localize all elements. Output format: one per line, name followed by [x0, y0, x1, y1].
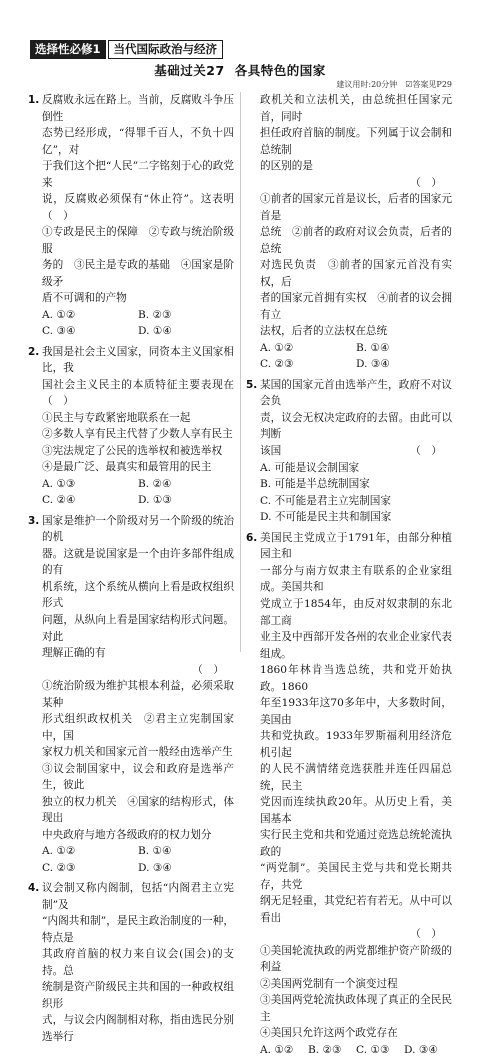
option-c[interactable]: C. 不可能是君主立宪制国家 — [260, 494, 391, 507]
option-a[interactable]: A. 可能是议会制国家 — [260, 461, 360, 474]
question-stem: 我国是社会主义国家，同资本主义国家相比，我 国社会主义民主的本质特征主要表现在（ ） ①民主与专政紧密地联系在一起 ②多数人享有民主代替了少数人享有民主 ③宪法规定了公民的选举权和被选举权 ④是最广泛、最真实和最管用的民主 — [42, 345, 234, 474]
option-b[interactable]: B. 可能是半总统制国家 — [260, 478, 370, 491]
option-a[interactable]: A. ①③ — [42, 477, 76, 490]
answer-row — [260, 340, 452, 357]
answer-row — [260, 356, 452, 373]
answer-reference: ☑答案见P29 — [405, 80, 452, 89]
lesson-number: 基础过关27 — [154, 63, 225, 78]
section-tags — [30, 40, 223, 59]
option-b[interactable]: B. ①④ — [138, 845, 172, 858]
option-d[interactable]: D. ③④ — [356, 358, 390, 371]
answer-blank: （ ） — [410, 445, 442, 458]
option-c[interactable]: C. ②④ — [42, 494, 76, 507]
question-stem: 议会制又称内阁制，包括“内阁君主立宪制”及 “内阁共和制”，是民主政治制度的一种，特点是 其政府首脑的权力来自议会(国会)的支持。总 统制是资产阶级民主共和国的一种政权组织形 式，与议会内阁制相对称，指由选民分别选举行 — [42, 882, 234, 1043]
option-c[interactable]: C. ②③ — [42, 861, 76, 874]
answer-row — [42, 860, 234, 877]
question-stem: 政机关和立法机关，由总统担任国家元首，同时 担任政府首脑的制度。下列属于议会制和总统制 的区别的是 （ ） ①前者的国家元首是议长，后者的国家元首是 总统 ②前者的政府对议会负责，后者的总统 对选民负责 ③前者的国家元首没有实权，后 者的国家元首拥有实权 ④前者的议会拥有立 法权，后者的立法权在总统 — [260, 94, 452, 338]
option-a[interactable]: A. ①② — [42, 308, 76, 321]
module-tag: 选择性必修1 — [30, 40, 106, 59]
time-suggestion: 建议用时:20分钟 — [336, 80, 398, 89]
option-b[interactable]: B. ②③ — [138, 308, 172, 321]
option-c[interactable]: C. ③④ — [42, 325, 76, 338]
question-stem: 某国的国家元首由选举产生，政府不对议会负 责，议会无权决定政府的去留。由此可以判断 该国 （ ） — [260, 377, 452, 460]
question-stem: 反腐败永远在路上。当前，反腐败斗争压倒性 态势已经形成，“得罪千百人，不负十四亿”，对 于我们这个把“人民”二字铭刻于心的政党来 说，反腐败必须保有“休止符”。这表明（ ） ①专政是民主的保障 ②专政与统治阶级服 务的 ③民主是专政的基础 ④国家是阶级矛 盾不可调和的产物 — [42, 94, 234, 305]
option-b[interactable]: B. ②④ — [138, 477, 172, 490]
question-number: 1. — [28, 94, 40, 106]
question-4-continued — [246, 92, 452, 373]
question-stem: 美国民主党成立于1791年，由部分种植园主和 一部分与南方奴隶主有联系的企业家组成。美国共和 党成立于1854年，由反对奴隶制的东北部工商 业主及中西部开发各州的农业企业家代表组成。 1860年林肯当选总统，共和党开始执政。1860 年至1933年这70多年中，大多数时间，美国由 共和党执政。1933年罗斯福利用经济危机引起 的人民不满情绪竞选获胜并连任四届总统，民主 党因而连续执政20年。从历史上看，美国基本 实行民主党和共和党通过竞选总统轮流执政的 “两党制”。美国民主党与共和党长期共存，共党 纲无足轻重，其党纪若有若无。从中可以看出 （ ） ①美国轮流执政的两党都维护资产阶级的利益 ②美国两党制有一个演变过程 ③美国两党轮流执政体现了真正的全民民主 ④美国只允许这两个政党存在 — [260, 531, 452, 1040]
meta-info — [336, 79, 452, 91]
answer-row — [42, 492, 234, 509]
answer-row — [42, 843, 234, 860]
answer-row — [42, 307, 234, 324]
question-2 — [28, 344, 234, 509]
option-c[interactable]: C. ①③ — [356, 1043, 390, 1056]
answer-blank: （ ） — [192, 663, 224, 676]
column-divider — [240, 92, 241, 652]
option-a[interactable]: A. ①② — [260, 341, 294, 354]
option-a[interactable]: A. ①② — [260, 1043, 294, 1056]
question-number: 4. — [28, 882, 40, 895]
option-c[interactable]: C. ②③ — [260, 358, 294, 371]
question-number: 3. — [28, 514, 40, 527]
answer-row — [42, 476, 234, 493]
option-d[interactable]: D. ③④ — [138, 861, 172, 874]
question-stem: 国家是维护一个阶级对另一个阶级的统治的机 器。这就是说国家是一个由许多部件组成的有 机系统，这个系统从横向上看是政权组织形式 问题，从纵向上看是国家结构形式问题。对此 理解正确的有 （ ） ①统治阶级为维护其根本利益，必须采取某种 形式组织政权机关 ②君主立宪制国家中，国 家权力机关和国家元首一般经由选举产生 ③议会制国家中，议会和政府是选举产生，彼此 独立的权力机关 ④国家的结构形式，体现出 中央政府与地方各级政府的权力划分 — [42, 514, 234, 841]
option-d[interactable]: D. 不可能是民主共和制国家 — [260, 511, 392, 524]
question-4 — [28, 880, 234, 1045]
option-d[interactable]: D. ③④ — [404, 1043, 438, 1056]
left-column — [28, 92, 234, 1049]
lesson-title: 各具特色的国家 — [234, 63, 326, 78]
option-d[interactable]: D. ①③ — [138, 494, 172, 507]
answer-row — [260, 1042, 452, 1059]
answer-blank: （ ） — [410, 928, 442, 941]
right-column — [246, 92, 452, 1062]
question-number: 2. — [28, 345, 40, 358]
question-1 — [28, 92, 234, 340]
question-3 — [28, 513, 234, 876]
answer-blank: （ ） — [410, 176, 442, 189]
page-title — [0, 61, 480, 81]
question-number: 5. — [246, 378, 258, 391]
option-a[interactable]: A. ①② — [42, 845, 76, 858]
question-6 — [246, 530, 452, 1059]
question-number: 6. — [246, 531, 258, 544]
option-b[interactable]: B. ②③ — [308, 1043, 342, 1056]
question-5 — [246, 377, 452, 526]
answer-row — [42, 323, 234, 340]
option-d[interactable]: D. ①④ — [138, 325, 172, 338]
option-b[interactable]: B. ①④ — [356, 341, 390, 354]
book-tag: 当代国际政治与经济 — [108, 40, 224, 59]
